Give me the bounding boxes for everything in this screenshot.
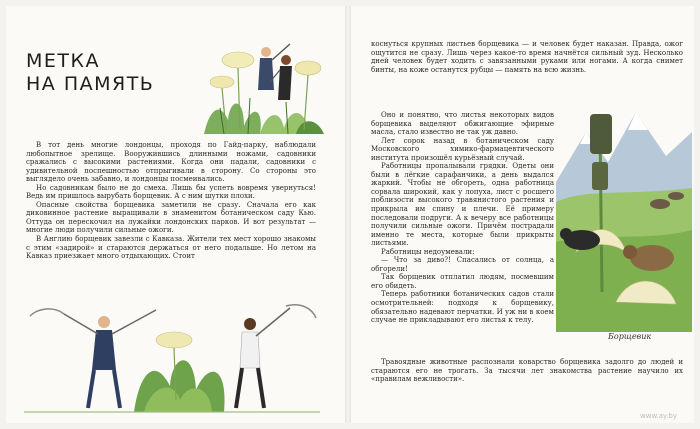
right-paragraph: Травоядные животные распознали коварство борщевика задолго до людей и стараются его не трогать. За тысячи лет знакомства растение научило их «правилам вежливости». xyxy=(371,358,683,384)
hogweed-bush xyxy=(134,332,225,412)
right-paragraph: Работницы недоумевали: xyxy=(381,247,475,256)
right-column-top-text xyxy=(371,40,683,74)
right-paragraph: Работницы пропалывали грядки. Одеты они были в лёгкие сарафанчики, а день выдался жаркий. Чтобы не обгореть, одна работница сорвала широкий, как у лопуха, лист с росшего поблизости высокого травянистого растения и прикрыла им спину и плечи. Её примеру последовали подруги. А к вечеру все работницы получили сильные ожоги. Причём пострадали именно те места, которые были прикрыты листьями. xyxy=(371,162,554,248)
left-paragraph: В тот день многие лондонцы, проходя по Гайд-парку, наблюдали любопытное зрелище. Вооружившись длинными ножами, садовники сражались с высокими растениями. Когда они падали, садовники с удивительной поспешностью отпрыгивали в сторону. Со стороны это выглядело очень забавно, и лондонцы посмеивались. xyxy=(26,141,316,184)
right-paragraph: Так борщевик отплатил людям, посмевшим его обидеть. xyxy=(371,273,554,290)
hogweed-mountain-landscape-illustration xyxy=(556,92,692,332)
gardeners-with-scythes-illustration xyxy=(24,300,320,416)
right-paragraph: Теперь работники ботанических садов стали осмотрительней: подходя к борщевику, обязательно надевают перчатки. И уж ни в коем случае не прикладывают его листья к телу. xyxy=(371,290,554,325)
title-line-1: МЕТКА xyxy=(26,49,100,72)
left-paragraph: Опасные свойства борщевика заметили не сразу. Сначала его как диковинное растение выращивали в знаменитом ботаническом саду Кью. Оттуда он перескочил на лужайки лондонских парков. И вот результат — многие люди получили сильные ожоги. xyxy=(26,200,316,235)
watermark: www.ay.by xyxy=(640,412,678,420)
scythe-figure-left xyxy=(30,309,156,408)
illustration-caption: Борщевик xyxy=(608,332,652,341)
mountains xyxy=(556,112,692,202)
right-column-bottom-text xyxy=(371,358,683,384)
left-paragraph: В Англию борщевик завезли с Кавказа. Жители тех мест хорошо знакомы с этим «задирой» и стараются держаться от него подальше. Но летом на Кавказ приезжает много отдыхающих. Стоит xyxy=(26,235,316,261)
scythe-figure-right xyxy=(236,305,316,408)
right-paragraph: Оно и понятно, что листья некоторых видов борщевика выделяют обжигающие эфирные масла, стало известно не так уж давно. xyxy=(371,111,554,137)
left-column-text xyxy=(26,141,316,261)
gardener-figures xyxy=(258,44,292,100)
left-paragraph: Но садовникам было не до смеха. Лишь бы успеть вовремя увернуться! Ведь им пришлось вырубать борщевик. А с ним шутки плохи. xyxy=(26,183,316,201)
title-line-2: НА ПАМЯТЬ xyxy=(26,72,155,95)
right-paragraph: — Что за диво?! Спасались от солнца, а обгорели! xyxy=(371,256,554,273)
book-gutter xyxy=(345,6,351,423)
chapter-title xyxy=(26,50,154,96)
gardeners-fighting-hogweed-illustration xyxy=(200,38,328,138)
right-column-mid-text xyxy=(371,111,554,325)
right-paragraph: Лет сорок назад в ботаническом саду Московского химико-фармацевтического института произошёл курьёзный случай. xyxy=(371,136,554,162)
right-paragraph: коснуться крупных листьев борщевика — и человек будет наказан. Правда, ожог ощутится не сразу. Лишь через какое-то время начнётся сильный зуд. Несколько дней человек будет ходить с завязанными руками или ногами. А когда снимет бинты, на коже останутся рубцы — память на всю жизнь. xyxy=(371,40,683,74)
